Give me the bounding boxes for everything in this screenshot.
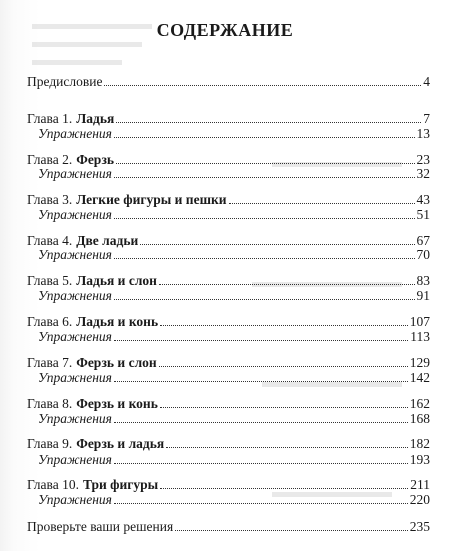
exercise-label: Упражнения: [38, 247, 112, 262]
exercise-label: Упражнения: [38, 207, 112, 222]
dot-leader: [114, 258, 415, 259]
page-number: 107: [409, 314, 430, 329]
dot-leader: [160, 488, 408, 489]
dot-leader: [104, 85, 421, 86]
page-number: 83: [416, 273, 430, 288]
page-number: 7: [423, 111, 430, 126]
page-number: 43: [416, 192, 430, 207]
chapter-number: Глава 9.: [27, 436, 73, 451]
toc-chapter-row: [27, 355, 430, 371]
page-number: 91: [416, 288, 430, 303]
dot-leader: [160, 407, 408, 408]
chapter-number: Глава 4.: [27, 233, 73, 248]
chapter-number: Глава 8.: [27, 396, 73, 411]
page-number: 4: [423, 74, 430, 89]
toc-exercise-row: [38, 492, 430, 508]
exercise-label: Упражнения: [38, 288, 112, 303]
dot-leader: [160, 325, 408, 326]
chapter-number: Глава 5.: [27, 273, 73, 288]
dot-leader: [175, 530, 408, 531]
chapter-title: Две ладьи: [76, 233, 139, 248]
toc-chapter-row: [27, 396, 430, 412]
page-number: 193: [409, 452, 430, 467]
toc-exercise-row: [38, 288, 430, 304]
page-number: 182: [409, 436, 430, 451]
page-number: 32: [416, 166, 430, 181]
toc-row: [27, 519, 430, 535]
chapter-number: Глава 6.: [27, 314, 73, 329]
chapter-number: Глава 7.: [27, 355, 73, 370]
page-number: 220: [409, 492, 430, 507]
chapter-title: Легкие фигуры и пешки: [76, 192, 227, 207]
page-number: 13: [416, 126, 430, 141]
dot-leader: [114, 422, 408, 423]
toc-exercise-row: [38, 166, 430, 182]
toc-chapter-row: [27, 273, 430, 289]
dot-leader: [114, 463, 408, 464]
page-number: 211: [410, 477, 430, 492]
chapter-title: Ладья и конь: [76, 314, 159, 329]
page-number: 51: [416, 207, 430, 222]
toc-chapter-row: [27, 436, 430, 452]
chapter-title: Ферзь и слон: [76, 355, 157, 370]
dot-leader: [116, 163, 414, 164]
page-number: 168: [409, 411, 430, 426]
section-title: Предисловие: [27, 74, 103, 89]
toc-exercise-row: [38, 207, 430, 223]
page-number: 70: [416, 247, 430, 262]
exercise-label: Упражнения: [38, 370, 112, 385]
chapter-title: Три фигуры: [82, 477, 159, 492]
chapter-number: Глава 3.: [27, 192, 73, 207]
chapter-number: Глава 1.: [27, 111, 73, 126]
dot-leader: [114, 503, 408, 504]
page-number: 67: [416, 233, 430, 248]
dot-leader: [114, 177, 415, 178]
toc-chapter-row: [27, 314, 430, 330]
toc-chapter-row: [27, 192, 430, 208]
dot-leader: [159, 366, 408, 367]
dot-leader: [114, 381, 408, 382]
exercise-label: Упражнения: [38, 492, 112, 507]
page-number: 129: [409, 355, 430, 370]
dot-leader: [114, 218, 415, 219]
chapter-title: Ферзь: [76, 152, 115, 167]
toc-chapter-row: [27, 111, 430, 127]
chapter-number: Глава 2.: [27, 152, 73, 167]
exercise-label: Упражнения: [38, 329, 112, 344]
dot-leader: [114, 340, 408, 341]
dot-leader: [114, 299, 415, 300]
exercise-label: Упражнения: [38, 166, 112, 181]
dot-leader: [114, 137, 415, 138]
page-number: 235: [409, 519, 430, 534]
exercise-label: Упражнения: [38, 452, 112, 467]
page-number: 113: [410, 329, 430, 344]
dot-leader: [159, 284, 415, 285]
page-number: 23: [416, 152, 430, 167]
chapter-title: Ладья и слон: [76, 273, 157, 288]
toc-exercise-row: [38, 452, 430, 468]
toc-exercise-row: [38, 247, 430, 263]
toc-row: [27, 74, 430, 90]
chapter-title: Ферзь и ладья: [76, 436, 165, 451]
toc-exercise-row: [38, 370, 430, 386]
dot-leader: [116, 122, 421, 123]
dot-leader: [229, 203, 415, 204]
dot-leader: [140, 244, 414, 245]
chapter-number: Глава 10.: [27, 477, 79, 492]
exercise-label: Упражнения: [38, 411, 112, 426]
toc-exercise-row: [38, 126, 430, 142]
section-title: Проверьте ваши решения: [27, 519, 174, 534]
dot-leader: [166, 447, 408, 448]
page-title: СОДЕРЖАНИЕ: [156, 20, 294, 40]
page-number: 162: [409, 396, 430, 411]
toc-exercise-row: [38, 329, 430, 345]
page-number: 142: [409, 370, 430, 385]
exercise-label: Упражнения: [38, 126, 112, 141]
toc-chapter-row: [27, 477, 430, 493]
toc-exercise-row: [38, 411, 430, 427]
chapter-title: Ферзь и конь: [76, 396, 158, 411]
chapter-title: Ладья: [76, 111, 115, 126]
